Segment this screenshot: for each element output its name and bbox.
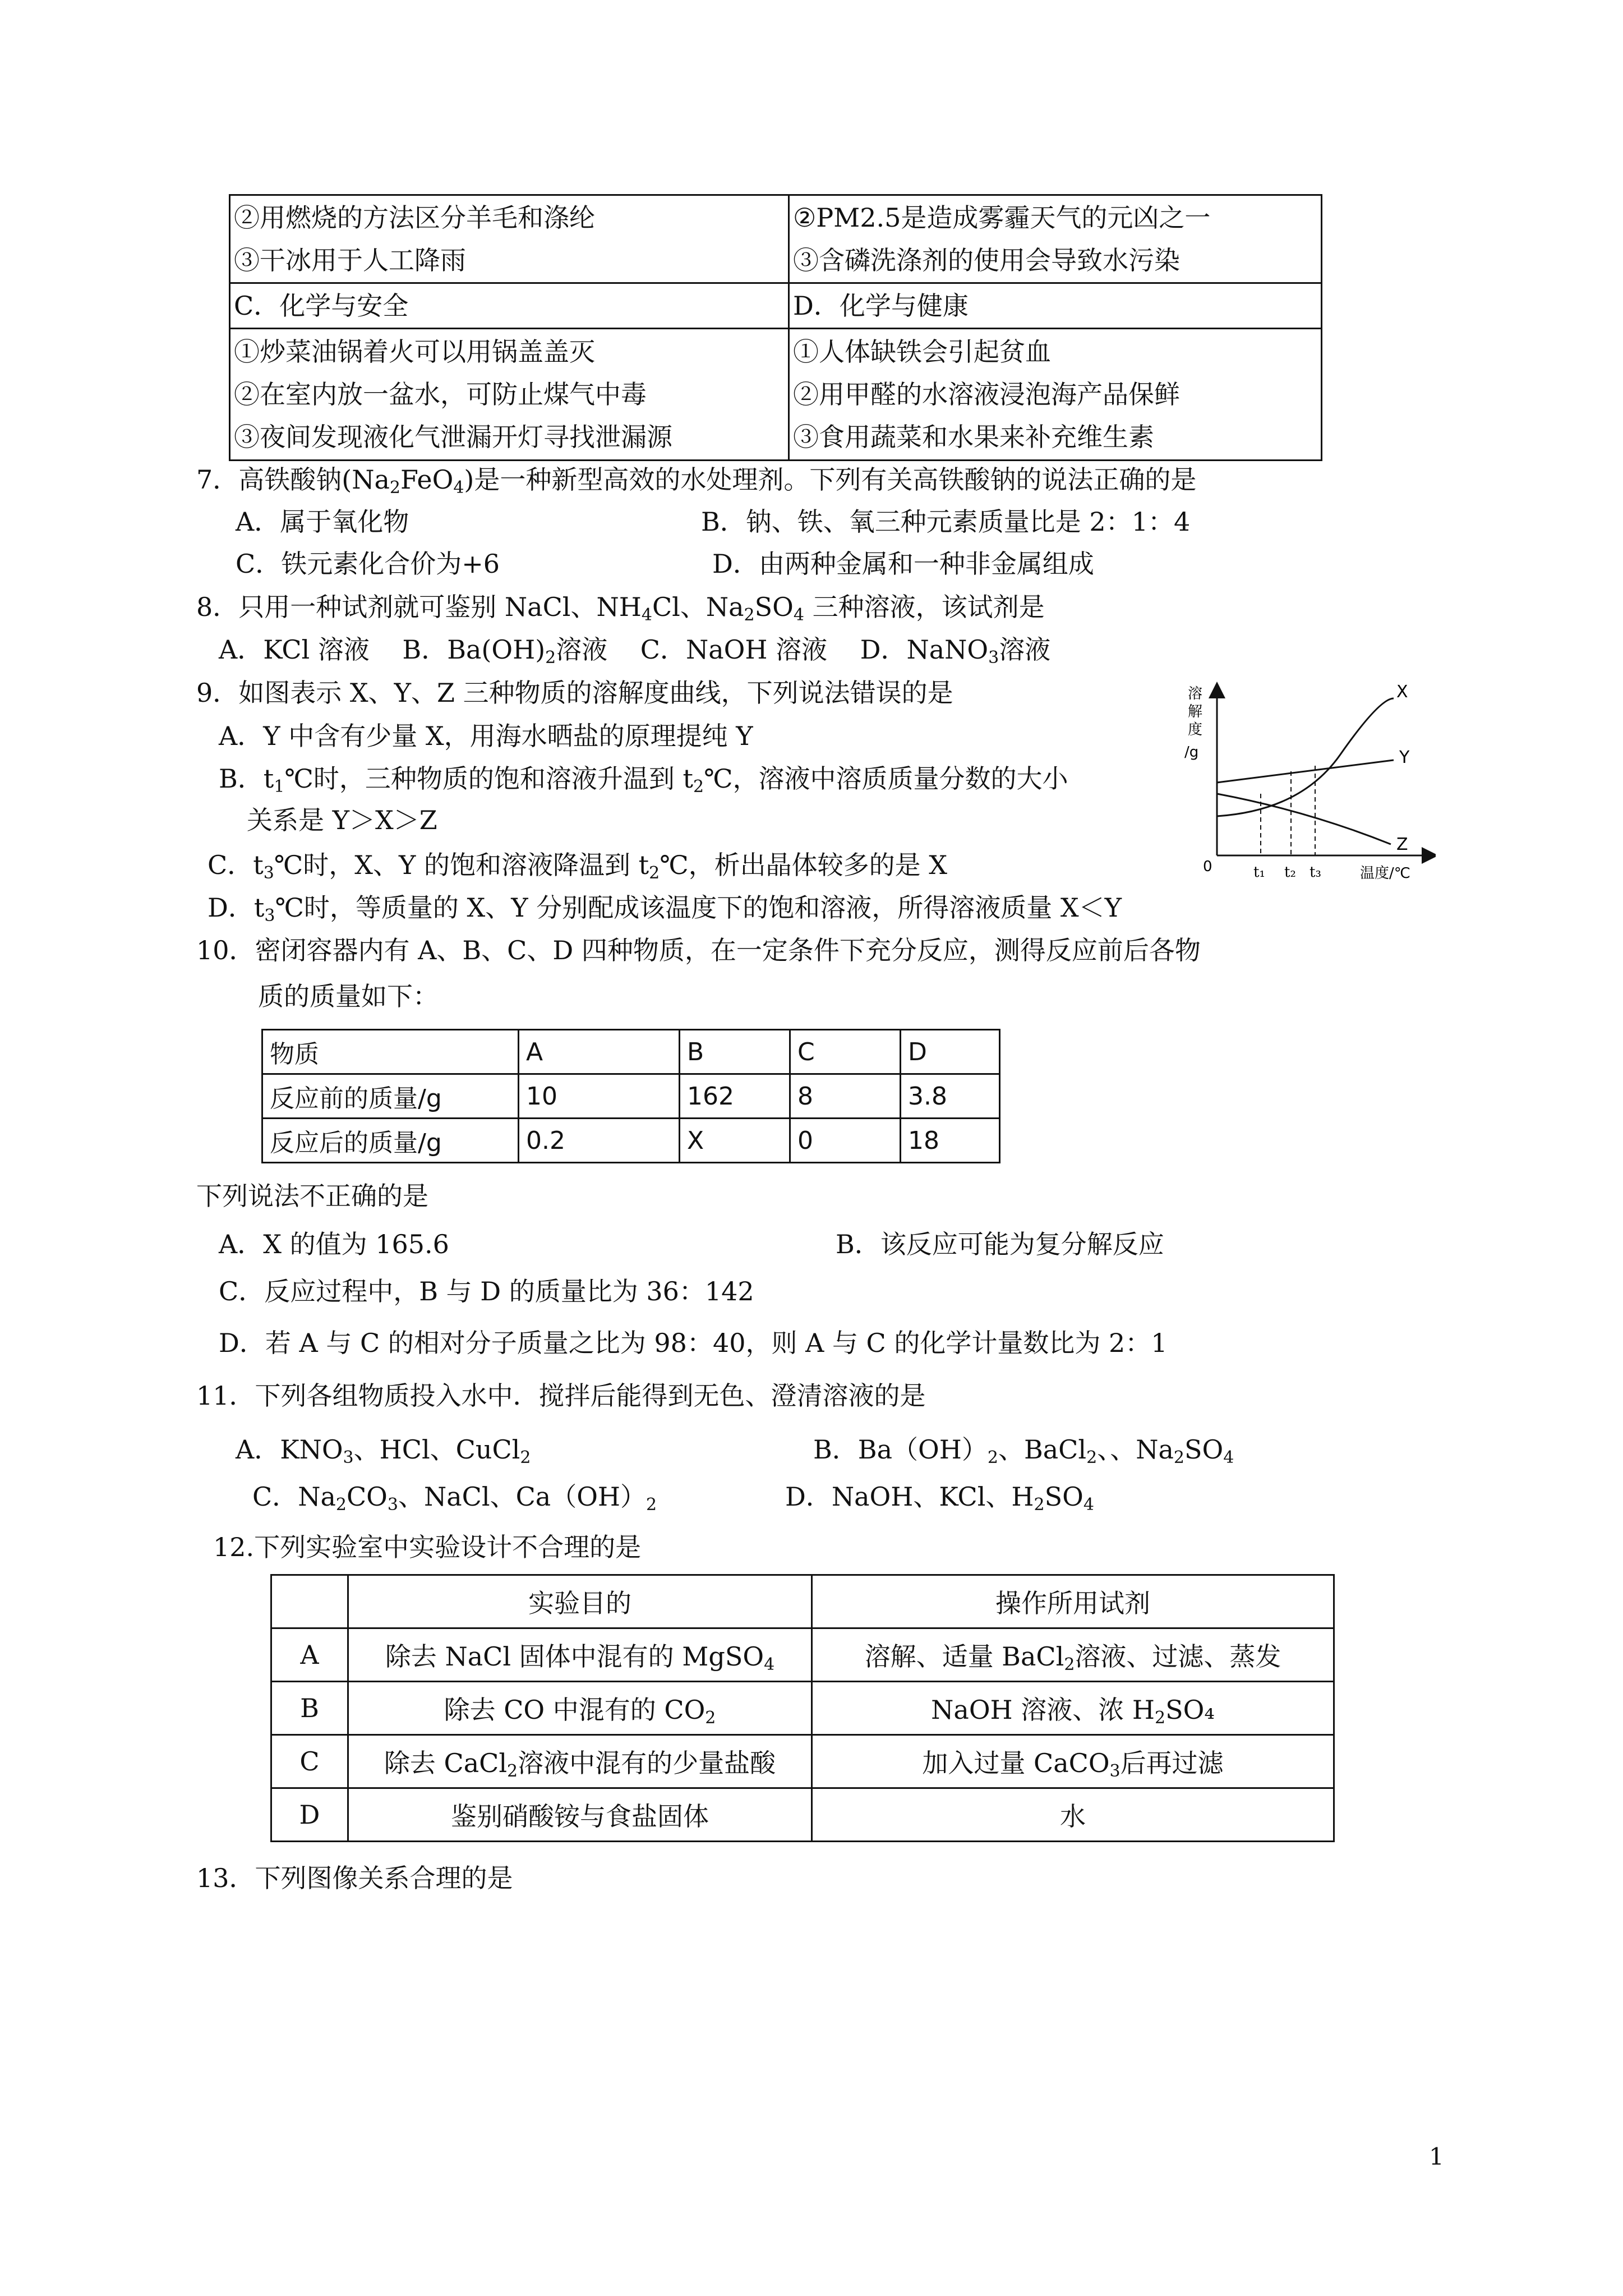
t2-cell: 反应前的质量/g	[262, 1074, 519, 1119]
table-env-safety-health	[229, 194, 1322, 461]
series-y-curve	[1217, 760, 1394, 783]
q10-prompt: 下列说法不正确的是	[196, 1181, 428, 1211]
t2-cell: 18	[901, 1119, 1000, 1163]
q10-option-d: D．若 A 与 C 的相对分子质量之比为 98：40，则 A 与 C 的化学计量数比为 2：1	[219, 1328, 1168, 1358]
t2-cell: 0.2	[519, 1119, 680, 1163]
y-label-1: 溶	[1188, 685, 1203, 702]
q12-experiment-table	[270, 1574, 1335, 1842]
q10-option-b: B．该反应可能为复分解反应	[836, 1229, 1164, 1259]
q7-stem: 7．高铁酸钠$(Na_2FeO_4)$是一种新型高效的水处理剂。下列有关高铁酸钠的说法正确的是	[196, 464, 1197, 498]
q7-option-a: A．属于氧化物	[236, 507, 409, 537]
q12-stem: 12.下列实验室中实验设计不合理的是	[213, 1532, 642, 1562]
t3-reagent: 溶解、适量 BaCl$_2$溶液、过滤、蒸发	[812, 1628, 1334, 1682]
t3-key: B	[271, 1682, 348, 1735]
q9-stem: 9．如图表示 X、Y、Z 三种物质的溶解度曲线，下列说法错误的是	[196, 678, 953, 708]
t3-reagent: 加入过量 CaCO$_3$后再过滤	[812, 1735, 1334, 1788]
x-label: 温度/℃	[1360, 865, 1410, 882]
tick-t2: t₂	[1284, 864, 1296, 881]
q11-option-b: B．$Ba(OH)_2$、BaCl$_2$、、$Na_2SO_4$	[813, 1434, 1234, 1467]
t2-cell: 反应后的质量/g	[262, 1119, 519, 1163]
t3-head	[271, 1575, 348, 1628]
series-z-label: Z	[1396, 835, 1408, 854]
t2-head: D	[901, 1030, 1000, 1074]
q9-option-c: C．$t_3℃$时，X、Y 的饱和溶液降温到 $t_2℃$，析出晶体较多的是 X	[208, 850, 948, 883]
series-z-curve	[1217, 794, 1391, 844]
q10-option-a: A．X 的值为 165.6	[219, 1229, 449, 1259]
q8-options: A．KCl 溶液 B．$Ba(OH)_2$溶液 C．NaOH 溶液 D．NaNO$_3$溶液	[219, 634, 1051, 668]
t1-cell: ②用燃烧的方法区分羊毛和涤纶 ③干冰用于人工降雨	[230, 195, 789, 283]
q10-stem-cont: 质的质量如下：	[258, 981, 439, 1011]
q7-option-c: C．铁元素化合价为+6	[236, 549, 500, 579]
series-y-label: Y	[1399, 748, 1410, 767]
t3-reagent: NaOH 溶液、浓 $H_2SO_4$	[812, 1682, 1334, 1735]
series-x-label: X	[1396, 682, 1408, 702]
q11-stem: 11．下列各组物质投入水中．搅拌后能得到无色、澄清溶液的是	[196, 1381, 926, 1411]
q11-option-c: C．$Na_2CO_3$、NaCl、$Ca(OH)_2$	[252, 1481, 657, 1515]
t3-purpose: 除去 CaCl$_2$溶液中混有的少量盐酸	[348, 1735, 812, 1788]
q7-option-b: B．钠、铁、氧三种元素质量比是 2：1：4	[701, 507, 1191, 537]
t3-head: 操作所用试剂	[812, 1575, 1334, 1628]
y-label-4: /g	[1184, 744, 1199, 761]
t2-cell: 162	[680, 1074, 790, 1119]
t3-key: C	[271, 1735, 348, 1788]
t3-purpose: 鉴别硝酸铵与食盐固体	[348, 1788, 812, 1842]
q9-option-b-cont: 关系是 Y＞X＞Z	[247, 805, 437, 835]
y-label-2: 解	[1188, 703, 1203, 720]
q11-option-a: A．$KNO_3$、HCl、CuCl$_2$	[236, 1434, 531, 1467]
t2-cell: X	[680, 1119, 790, 1163]
t1-cell: ②PM2.5是造成雾霾天气的元凶之一 ③含磷洗涤剂的使用会导致水污染	[789, 195, 1321, 283]
q10-option-c: C．反应过程中，B 与 D 的质量比为 36：142	[219, 1276, 754, 1306]
t3-key: D	[271, 1788, 348, 1842]
solubility-curve-figure	[1172, 682, 1436, 887]
t3-purpose: 除去 NaCl 固体中混有的 MgSO$_4$	[348, 1628, 812, 1682]
q9-option-a: A．Y 中含有少量 X，用海水晒盐的原理提纯 Y	[219, 721, 753, 751]
t2-head: 物质	[262, 1030, 519, 1074]
t3-purpose: 除去 CO 中混有的 $CO_2$	[348, 1682, 812, 1735]
t2-head: B	[680, 1030, 790, 1074]
t2-head: C	[790, 1030, 901, 1074]
t1-header-c: C．化学与安全	[230, 283, 789, 329]
q8-stem: 8．只用一种试剂就可鉴别 NaCl、$NH_4Cl$、$Na_2SO_4$ 三种溶液，该试剂是	[196, 592, 1045, 625]
t3-head: 实验目的	[348, 1575, 812, 1628]
q13-stem: 13．下列图像关系合理的是	[196, 1863, 513, 1893]
t2-head: A	[519, 1030, 680, 1074]
q11-option-d: D．NaOH、KCl、$H_2SO_4$	[785, 1481, 1094, 1515]
tick-t3: t₃	[1310, 864, 1321, 881]
q10-stem: 10．密闭容器内有 A、B、C、D 四种物质，在一定条件下充分反应，测得反应前后各物	[196, 935, 1201, 965]
tick-t1: t₁	[1253, 864, 1265, 881]
t1-cell: ①人体缺铁会引起贫血 ②用甲醛的水溶液浸泡海产品保鲜 ③食用蔬菜和水果来补充维生素	[789, 329, 1321, 461]
t1-header-d: D．化学与健康	[789, 283, 1321, 329]
t2-cell: 0	[790, 1119, 901, 1163]
t2-cell: 10	[519, 1074, 680, 1119]
q7-option-d: D．由两种金属和一种非金属组成	[712, 549, 1094, 579]
t1-cell: ①炒菜油锅着火可以用锅盖盖灭 ②在室内放一盆水，可防止煤气中毒 ③夜间发现液化气泄漏开灯寻找泄漏源	[230, 329, 789, 461]
q9-option-b: B．$t_1℃$时，三种物质的饱和溶液升温到 $t_2℃$，溶液中溶质质量分数的大小	[219, 763, 1068, 797]
t2-cell: 3.8	[901, 1074, 1000, 1119]
origin-label: 0	[1203, 858, 1212, 875]
t2-cell: 8	[790, 1074, 901, 1119]
q9-option-d: D．$t_3℃$时，等质量的 X、Y 分别配成该温度下的饱和溶液，所得溶液质量 X＜Y	[208, 892, 1122, 926]
q10-mass-table	[261, 1029, 1000, 1163]
t3-key: A	[271, 1628, 348, 1682]
y-label-3: 度	[1188, 721, 1203, 738]
t3-reagent: 水	[812, 1788, 1334, 1842]
page-number: 1	[1429, 2143, 1444, 2170]
